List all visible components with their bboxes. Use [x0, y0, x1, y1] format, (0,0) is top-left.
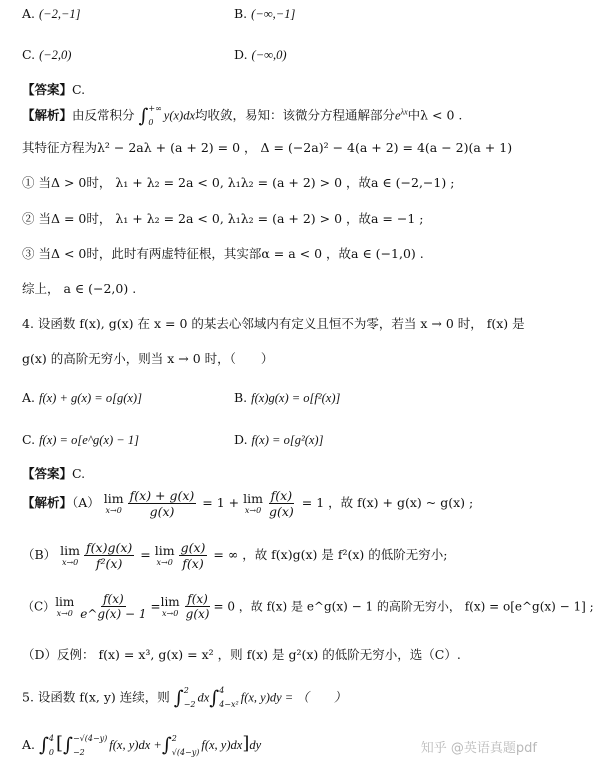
- q4-stem-line-2: g(x) 的高阶无穷小，则当 x → 0 时，（ ）: [22, 351, 274, 366]
- q3-case-1: ① 当Δ > 0时， λ₁ + λ₂ = 2a < 0, λ₁λ₂ = (a + 2) > 0 ，故a ∈ (−2,−1) ;: [22, 175, 455, 190]
- q4-option-d: D. f(x) = o[g²(x)]: [234, 432, 324, 447]
- integral-sign-icon: ∫: [39, 734, 49, 756]
- q3-option-d: D. (−∞,0): [234, 47, 287, 62]
- q3-case-3: ③ 当Δ < 0时，此时有两虚特征根，其实部α = a < 0 ，故a ∈ (−1,0) .: [22, 246, 424, 261]
- q3-answer: 【答案】C.: [22, 82, 86, 97]
- watermark: 知乎 @英语真题pdf: [420, 741, 537, 757]
- q4-analysis-a: 【解析】（A） lim x→0 $\frac{f(x) + g(x)}{g(x)}$ = 1 + lim x→0 $\frac{f(x)}{g(x)}$ = 1 ，故 f(x) + g(x) ~ g(x) ;: [22, 488, 474, 519]
- fraction: $\frac{f(x)g(x)}{\text{f²(x)}}$: [86, 540, 133, 571]
- q4-analysis-b: （B） lim x→0 $\frac{f(x)g(x)}{\text{f²(x)}}$ = lim x→0 $\frac{g(x)}{f(x)}$ = ∞ ，故 f(x)g(x) 是 f²(x) 的低阶无穷小;: [22, 540, 448, 571]
- q5-stem: 5. 设函数 f(x, y) 连续，则 ∫ 2 −2 dx∫ 4 4−x² f(x, y)dy = （ ）: [22, 686, 347, 710]
- q3-char-equation: 其特征方程为λ² − 2aλ + (a + 2) = 0 ， Δ = (−2a)² − 4(a + 2) = 4(a − 2)(a + 1): [22, 140, 513, 155]
- fraction: $\frac{f(x)}{e\^{}g(x) - 1}$: [80, 592, 147, 622]
- fraction: $\frac{f(x)}{g(x)}$: [268, 488, 294, 519]
- integral-sign-icon: ∫: [161, 734, 172, 756]
- integral-limits: +∞ 0: [148, 104, 162, 128]
- q4-answer: 【答案】C.: [22, 466, 86, 481]
- fraction: $\frac{g(x)}{f(x)}$: [180, 540, 206, 571]
- integral-sign-icon: ∫: [63, 734, 73, 756]
- q3-analysis-intro: 【解析】由反常积分 ∫ +∞ 0 y(x)dx均收敛，易知：该微分方程通解部分$e^{\lambda x}$中λ < 0 .: [22, 104, 463, 128]
- q4-option-c: C. f(x) = o[e^g(x) − 1]: [22, 432, 139, 447]
- q4-option-a: A. f(x) + g(x) = o[g(x)]: [22, 390, 142, 405]
- q3-option-a: A. (−2,−1]: [22, 6, 81, 21]
- q4-analysis-d: （D）反例： f(x) = x³, g(x) = x² ，则 f(x) 是 g²(x) 的低阶无穷小，选（C）.: [22, 647, 461, 662]
- integral-sign-icon: ∫: [173, 686, 184, 709]
- q5-option-a: A. ∫ 4 0 [∫ −√(4−y) −2 f(x, y)dx +∫ 2 √(4−y) f(x, y)dx]dy: [22, 733, 262, 757]
- q3-option-c: C. (−2,0): [22, 47, 72, 62]
- q4-stem-line-1: 4. 设函数 f(x), g(x) 在 x = 0 的某去心邻域内有定义且恒不为零，若当 x → 0 时， f(x) 是: [22, 316, 525, 331]
- q4-analysis-c: （C） lim x→0 $\frac{f(x)}{e\^{}g(x) - 1}$ = lim x→0 $\frac{f(x)}{g(x)}$ = 0 ，故 f(x) 是 e^g(x) − 1 的高阶无穷小， f(x) = o[e^g(x) − 1] ;: [22, 592, 594, 622]
- q3-case-2: ② 当Δ = 0时， λ₁ + λ₂ = 2a < 0, λ₁λ₂ = (a + 2) > 0 ，故a = −1 ;: [22, 211, 424, 226]
- q4-option-b: B. f(x)g(x) = o[f²(x)]: [234, 390, 341, 405]
- q3-option-b: B. (−∞,−1]: [234, 6, 296, 21]
- q3-summary: 综上， a ∈ (−2,0) .: [22, 281, 137, 296]
- fraction: $\frac{f(x) + g(x)}{g(x)}$: [129, 488, 195, 519]
- integral-sign-icon: ∫: [209, 686, 220, 709]
- fraction: $\frac{f(x)}{g(x)}$: [185, 592, 210, 622]
- integral-sign-icon: ∫: [138, 104, 149, 127]
